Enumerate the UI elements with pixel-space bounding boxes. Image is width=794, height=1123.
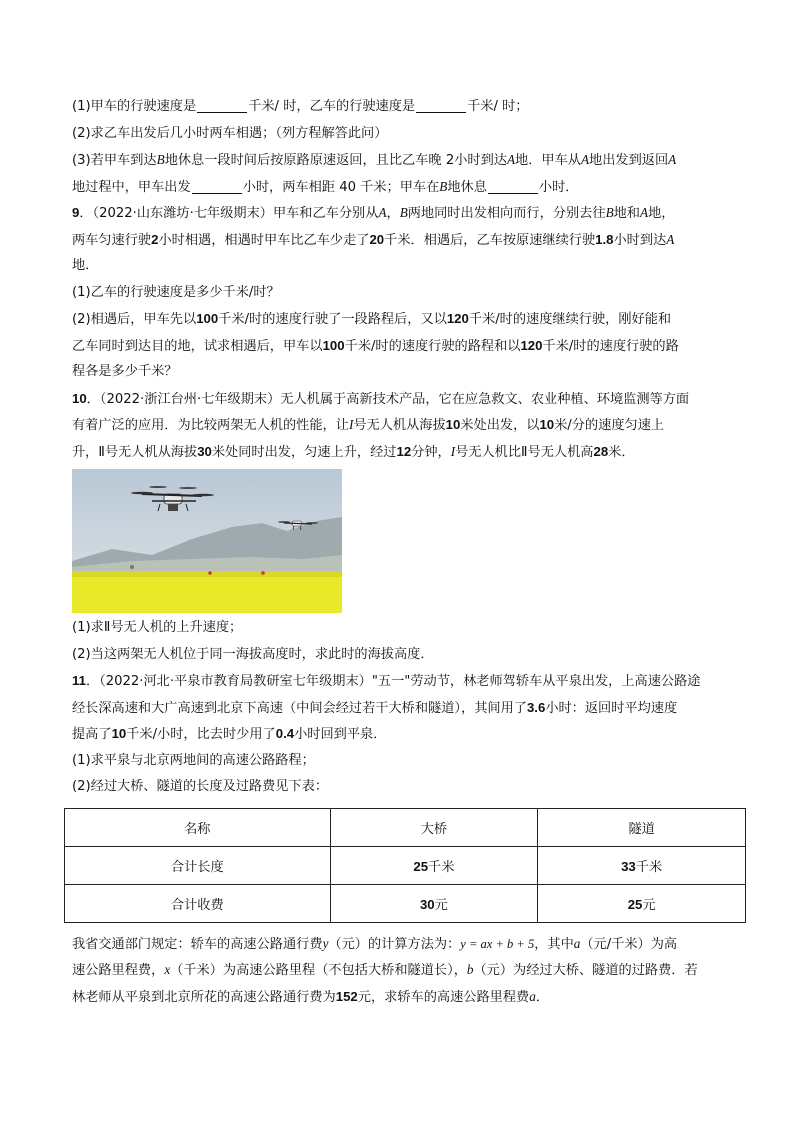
toll-formula: y = ax + b + 5	[460, 936, 535, 951]
number: 152	[335, 988, 358, 1004]
text: 千米/时的速度行驶的路	[542, 338, 679, 354]
text: 地休息	[447, 179, 487, 195]
text: 小时回到平泉．	[294, 727, 387, 742]
tree	[130, 565, 134, 569]
number: 120	[520, 337, 543, 353]
var-y: y	[322, 935, 329, 951]
number: 33	[621, 858, 636, 874]
text: 提高了	[72, 727, 112, 742]
var-b: b	[466, 962, 474, 977]
q9-line3: 地．	[72, 258, 99, 273]
table-cell	[538, 884, 746, 922]
text: ．（2022·河北·平泉市教育局教研室七年级期末）"五一"劳动节，林老师驾轿车从平泉出发，上高速公路途	[85, 674, 701, 689]
text: 地出发到返回	[589, 153, 669, 168]
q10-line2	[72, 412, 740, 439]
var-a: A	[668, 152, 677, 167]
number: 30	[419, 896, 435, 912]
table-cell-label: 合计长度	[65, 846, 331, 884]
number: 0.4	[275, 726, 295, 741]
document-page	[72, 94, 740, 1010]
question-number: 10	[72, 390, 87, 406]
q9-part1: (1)乙车的行驶速度是多少千米/时？	[72, 284, 280, 300]
text: 号无人机从海拔	[353, 418, 446, 433]
text: 米．	[608, 444, 635, 460]
text: (3)若甲车到达	[72, 153, 157, 168]
text: 千米/小时，比去时少用了	[126, 727, 276, 742]
q8-part3-line2	[72, 174, 740, 201]
table-cell	[538, 846, 746, 884]
text: 小时到达	[613, 232, 667, 248]
q11-line2	[72, 695, 740, 722]
text: (2)相遇后，甲车先以	[72, 312, 197, 327]
answer-blank[interactable]	[192, 177, 242, 194]
text: 米处出发，以	[460, 418, 540, 433]
var-a: a	[573, 935, 581, 951]
text: ．（2022·浙江台州·七年级期末）无人机属于高新技术产品，它在应急救文、农业种植、环境监测等方面	[86, 391, 690, 407]
text: 两地同时出发相向而行，分别去往	[407, 206, 606, 221]
var-b: B	[156, 152, 165, 167]
text: 米处同时出发，匀速上升，经过	[211, 444, 397, 460]
number: 25	[413, 858, 429, 874]
number: 120	[446, 311, 469, 326]
text: （千米）为高速公路里程（不包括大桥和隧道长），	[170, 963, 467, 978]
text: 千米/时的速度行驶的路程和以	[344, 338, 521, 354]
var-b: B	[399, 205, 408, 220]
number: 20	[369, 231, 385, 247]
text: 经长深高速和大广高速到北京下高速（中间会经过若干大桥和隧道），其间用了	[72, 700, 527, 716]
unit: 千米	[428, 859, 455, 875]
var-a: a	[529, 988, 536, 1004]
q8-part3-line1	[72, 147, 740, 174]
text: 速公路里程费，	[72, 963, 165, 978]
toll-table	[64, 808, 746, 923]
var-a: A	[506, 152, 516, 167]
text: ，其中	[534, 936, 574, 952]
text: （元）的计算方法为：	[328, 936, 461, 952]
table-header: 隧道	[538, 808, 746, 846]
number: 1.8	[595, 231, 614, 247]
q10-part1: (1)求Ⅱ号无人机的上升速度；	[72, 620, 243, 635]
text: ．（2022·山东潍坊·七年级期末）甲车和乙车分别从	[79, 206, 379, 221]
rapeseed-field	[72, 571, 342, 613]
text: 小时，两车相距 40 千米；甲车在	[242, 179, 440, 195]
number: 100	[196, 311, 219, 326]
unit: 元	[642, 897, 656, 913]
q8-part1-text-b: 千米/ 时，乙车的行驶速度是	[248, 99, 416, 114]
text: 有着广泛的应用．为比较两架无人机的性能，让	[72, 418, 349, 433]
var-a: A	[378, 205, 387, 220]
table-cell-label: 合计收费	[65, 884, 331, 922]
number: 28	[593, 443, 609, 459]
text: 我省交通部门规定：轿车的高速公路通行费	[72, 936, 323, 952]
table-header: 名称	[65, 808, 331, 846]
table-header-row	[65, 808, 746, 846]
table-cell	[330, 884, 538, 922]
question-number: 9	[72, 205, 80, 220]
text: 分钟，	[411, 444, 451, 460]
var-x: x	[164, 962, 171, 977]
text: 小时．	[538, 179, 579, 195]
number: 30	[197, 443, 212, 459]
q8-part1-text-a: (1)甲车的行驶速度是	[72, 99, 197, 114]
number: 10	[445, 417, 461, 432]
q10-line3	[72, 439, 740, 466]
q9-part2-line2	[72, 333, 740, 360]
number: 25	[627, 896, 643, 912]
var-i: I	[450, 443, 456, 459]
text: 元，求轿车的高速公路里程费	[357, 989, 530, 1005]
number: 12	[396, 443, 412, 459]
table-row	[65, 884, 746, 922]
q11-rule-line1	[72, 931, 740, 958]
var-a: A	[640, 205, 649, 220]
q11-rule-line3	[72, 984, 740, 1011]
var-i: I	[348, 417, 354, 432]
var-a: A	[580, 152, 590, 167]
unit: 千米	[635, 859, 663, 875]
text: ，	[386, 206, 400, 221]
answer-blank[interactable]	[488, 177, 538, 194]
q8-part2: (2)求乙车出发后几小时两车相遇；（列方程解答此问）	[72, 125, 388, 141]
text: 升，Ⅱ号无人机从海拔	[72, 444, 198, 460]
number: 10	[111, 726, 127, 741]
q11-part1: (1)求平泉与北京两地间的高速公路路程；	[72, 752, 315, 768]
q8-part1-text-c: 千米/ 时；	[467, 99, 529, 114]
text: 米/分的速度匀速上	[554, 418, 665, 433]
text: （元/千米）为高	[580, 936, 678, 952]
table-cell	[330, 846, 538, 884]
q11-part2: (2)经过大桥、隧道的长度及过路费见下表：	[72, 779, 329, 794]
q11-rule-line2	[72, 957, 740, 984]
text: 地休息一段时间后按原路原速返回，且比乙车晚 2小时到达	[164, 153, 507, 168]
farmer	[208, 571, 212, 575]
text: 号无人机比Ⅱ号无人机高	[455, 444, 594, 460]
unit: 元	[434, 897, 448, 913]
text: 小时：返回时平均速度	[545, 700, 678, 716]
drone-photo	[72, 469, 342, 613]
farmer	[261, 571, 265, 575]
q10-part2: (2)当这两架无人机位于同一海拔高度时，求此时的海拔高度．	[72, 646, 434, 662]
text: 地和	[613, 206, 640, 221]
question-number: 11	[72, 673, 86, 688]
text: 地过程中，甲车出发	[72, 179, 191, 195]
var-b: B	[605, 205, 614, 220]
answer-blank[interactable]	[197, 96, 247, 113]
text: 小时相遇，相遇时甲车比乙车少走了	[158, 232, 370, 248]
q9-part2-line3: 程各是多少千米？	[72, 364, 178, 379]
text: 千米/时的速度行驶了一段路程后，又以	[218, 312, 447, 327]
var-b: B	[439, 178, 448, 194]
text: 地．甲车从	[515, 153, 581, 168]
number: 3.6	[526, 699, 546, 715]
text: 林老师从平泉到北京所花的高速公路通行费为	[72, 989, 336, 1005]
text: ．	[535, 989, 549, 1005]
q9-line2	[72, 227, 740, 254]
text: 两车匀速行驶	[72, 232, 152, 248]
text: 千米/时的速度继续行驶，刚好能和	[468, 312, 672, 327]
number: 2	[151, 231, 159, 247]
q9-part2-line1	[72, 306, 740, 333]
q11-line3	[72, 721, 740, 748]
var-a: A	[666, 231, 675, 247]
q9-heading	[72, 200, 740, 227]
text: 乙车同时到达目的地，试求相遇后，甲车以	[72, 338, 323, 354]
q11-heading	[72, 668, 740, 695]
text: 千米．相遇后，乙车按原速继续行驶	[384, 232, 596, 248]
table-header: 大桥	[330, 808, 538, 846]
number: 100	[322, 337, 345, 353]
field-edge	[72, 571, 342, 577]
number: 10	[539, 417, 555, 432]
text: （元）为经过大桥、隧道的过路费．若	[473, 963, 698, 978]
table-row	[65, 846, 746, 884]
q8-part1	[72, 94, 740, 121]
answer-blank[interactable]	[416, 96, 466, 113]
text: 地，	[648, 206, 675, 221]
q10-heading	[72, 386, 740, 413]
